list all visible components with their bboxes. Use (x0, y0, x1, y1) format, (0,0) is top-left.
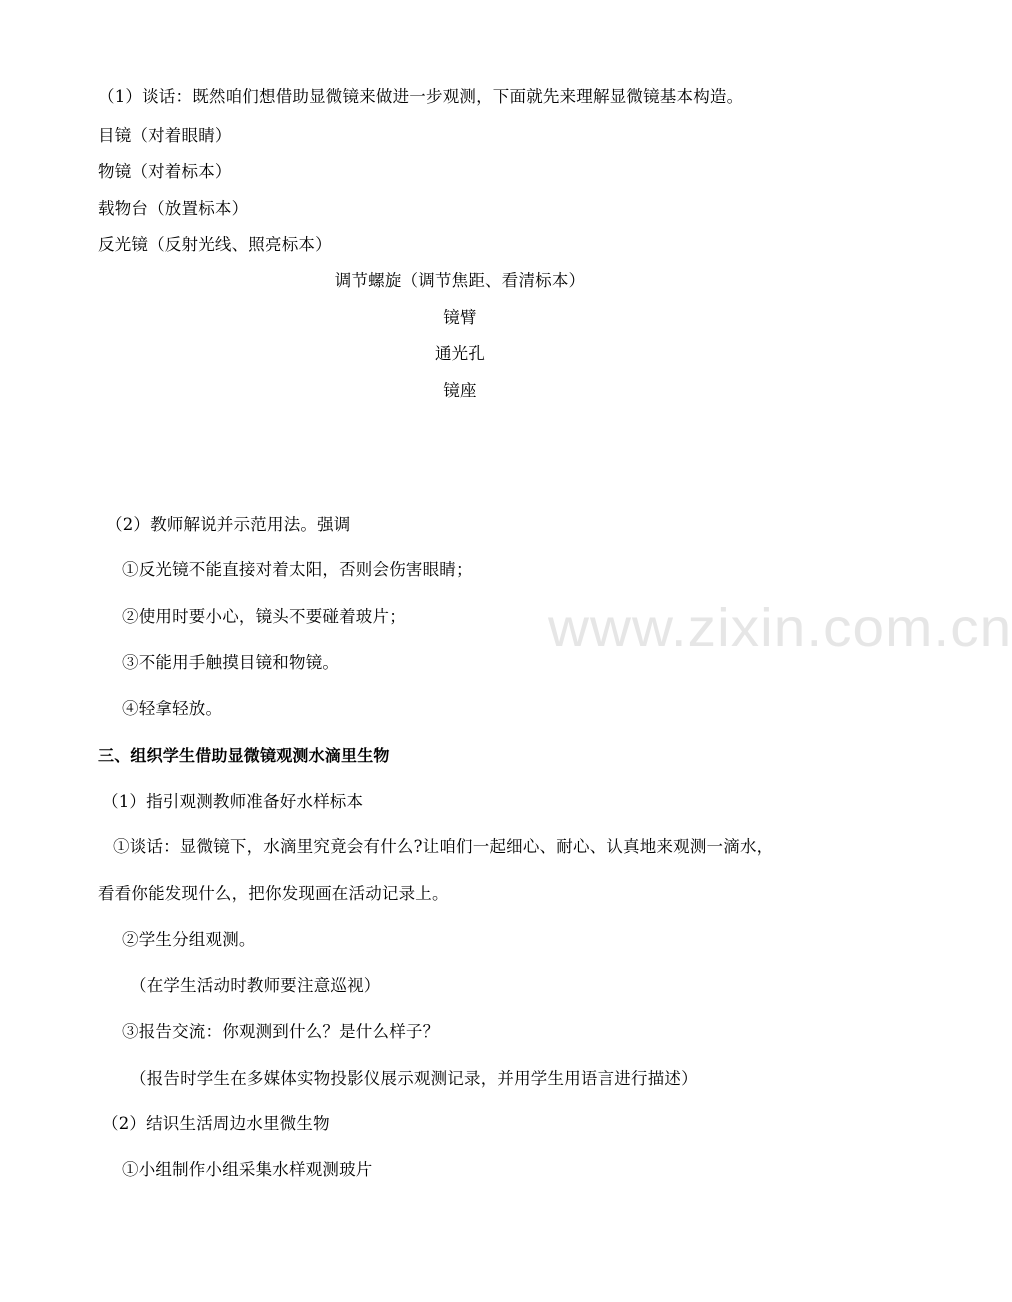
rule-item-1: ①反光镜不能直接对着太阳，否则会伤害眼睛； (122, 560, 473, 579)
patrol-note: （在学生活动时教师要注意巡视） (130, 976, 381, 995)
rule-item-4: ④轻拿轻放。 (122, 699, 223, 718)
report-exchange: ③报告交流：你观测到什么？是什么样子？ (122, 1022, 440, 1041)
make-slide: ①小组制作小组采集水样观测玻片 (122, 1160, 373, 1179)
group-observe: ②学生分组观测。 (122, 930, 256, 949)
part-base: 镜座 (443, 381, 477, 400)
intro-paragraph: （1）谈话：既然咱们想借助显微镜来做进一步观测，下面就先来理解显微镜基本构造。 (98, 87, 744, 106)
life-heading: （2）结识生活周边水里微生物 (102, 1114, 330, 1133)
watermark: www.zixin.com.cn (548, 598, 1012, 658)
part-focus-knob: 调节螺旋（调节焦距、看清标本） (334, 271, 586, 290)
guide-heading: （1）指引观测教师准备好水样标本 (102, 792, 364, 811)
part-aperture: 通光孔 (434, 344, 486, 363)
part-objective: 物镜（对着标本） (98, 162, 232, 181)
part-stage: 载物台（放置标本） (98, 199, 249, 218)
rule-item-2: ②使用时要小心，镜头不要碰着玻片； (122, 607, 406, 626)
talk-paragraph-line-1: ①谈话：显微镜下，水滴里究竟会有什么?让咱们一起细心、耐心、认真地来观测一滴水， (113, 837, 774, 856)
demo-heading: （2）教师解说并示范用法。强调 (106, 515, 351, 534)
part-arm: 镜臂 (443, 308, 477, 327)
part-eyepiece: 目镜（对着眼睛） (98, 126, 232, 145)
report-note: （报告时学生在多媒体实物投影仪展示观测记录，并用学生用语言进行描述） (130, 1069, 698, 1088)
rule-item-3: ③不能用手触摸目镜和物镜。 (122, 653, 340, 672)
section-heading: 三、组织学生借助显微镜观测水滴里生物 (98, 746, 390, 765)
part-mirror: 反光镜（反射光线、照亮标本） (98, 235, 332, 254)
talk-paragraph-line-2: 看看你能发现什么，把你发现画在活动记录上。 (98, 884, 449, 903)
